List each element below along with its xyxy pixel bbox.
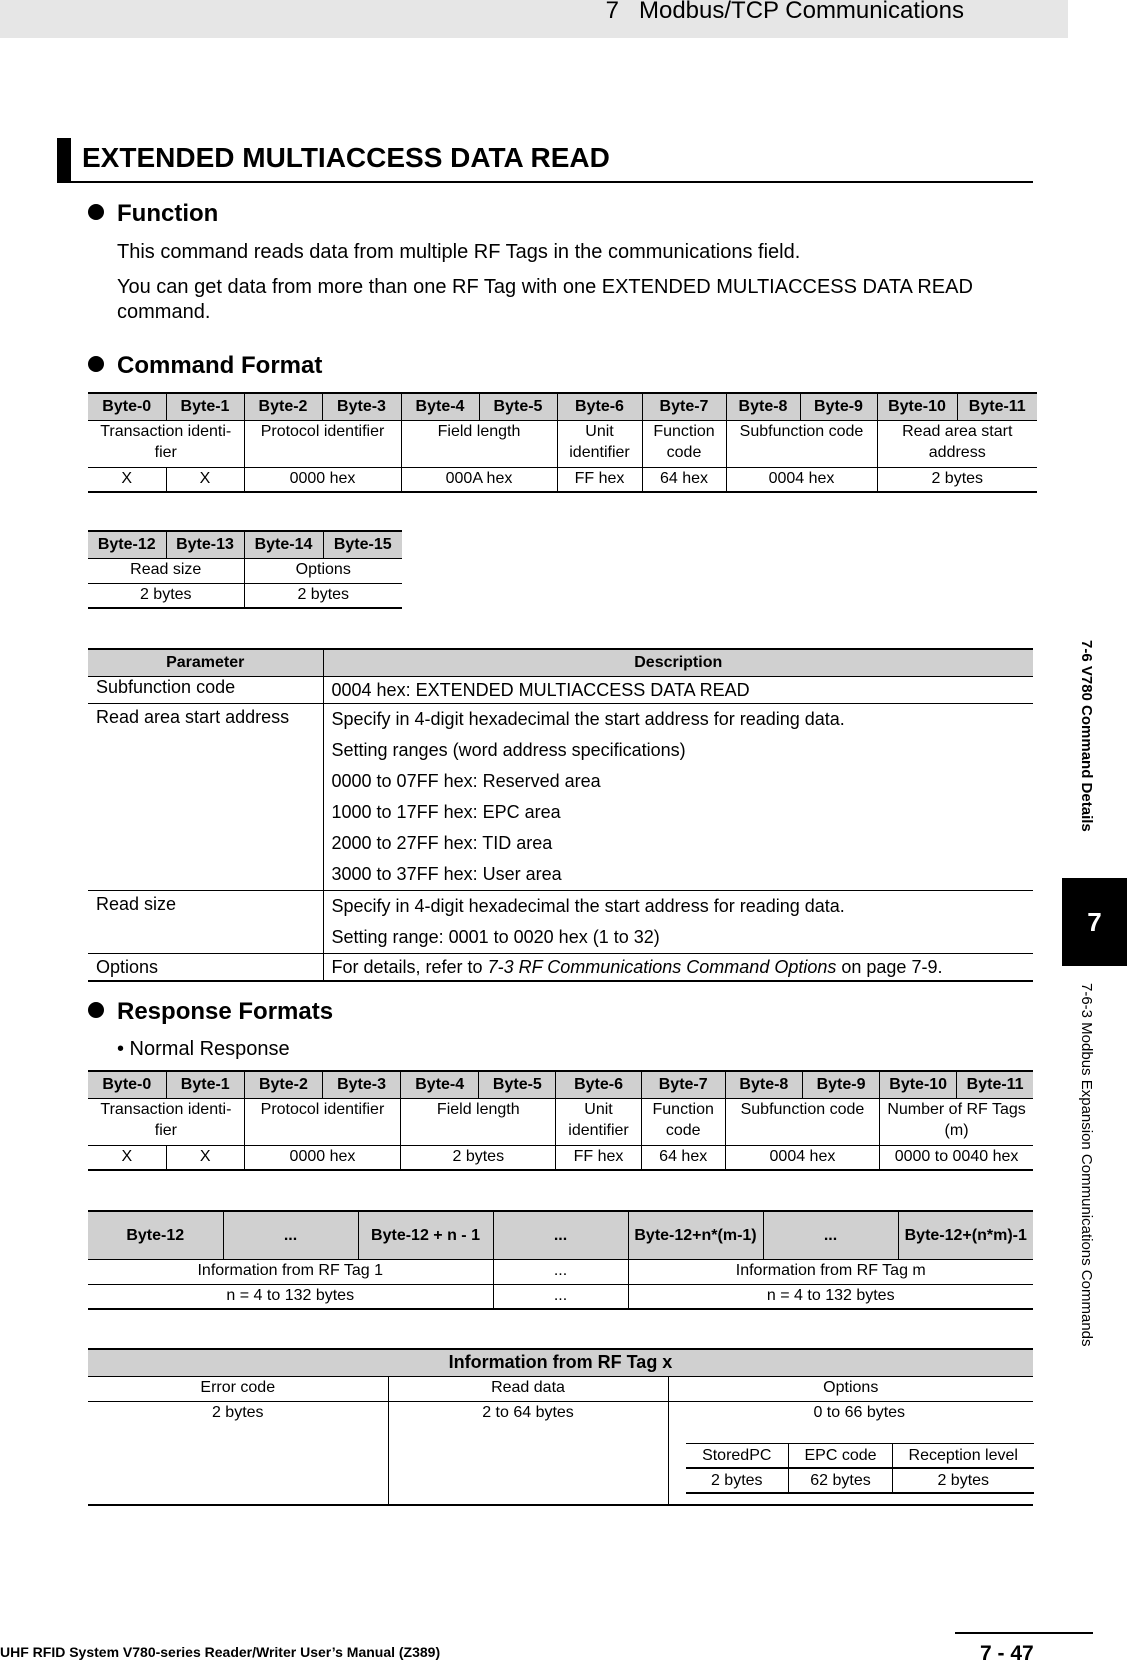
- field-value: 2 bytes: [88, 583, 244, 608]
- field-name: Subfunction code: [725, 1098, 879, 1145]
- field-name: Options: [668, 1376, 1033, 1401]
- byte-header: Byte-10: [877, 393, 957, 420]
- param-name: Read area start address: [88, 703, 323, 890]
- field-name: Number of RF Tags (m): [880, 1098, 1033, 1145]
- byte-header: Byte-13: [166, 531, 244, 558]
- desc-header: Description: [323, 649, 1033, 676]
- command-format-heading: Command Format: [88, 352, 322, 380]
- byte-header: Byte-8: [726, 393, 800, 420]
- field-name: Protocol identifier: [244, 1098, 400, 1145]
- field-name: Read size: [88, 558, 244, 583]
- sub-header: StoredPC: [686, 1443, 789, 1468]
- field-name: ...: [493, 1259, 628, 1284]
- field-value: 2 bytes: [244, 583, 402, 608]
- byte-header: ...: [493, 1211, 628, 1259]
- byte-header: Byte-0: [88, 393, 166, 420]
- byte-header: Byte-12 + n - 1: [358, 1211, 493, 1259]
- field-value: 0000 hex: [244, 1145, 400, 1170]
- byte-header: Byte-0: [88, 1071, 166, 1098]
- field-value: FF hex: [556, 1145, 641, 1170]
- field-value: 2 to 64 bytes: [388, 1401, 668, 1505]
- page-number: 7 - 47: [980, 1642, 1034, 1665]
- field-value: 0000 to 0040 hex: [880, 1145, 1033, 1170]
- cross-reference-link[interactable]: 7-3 RF Communications Command Options: [487, 956, 837, 977]
- command-format-table-2: [88, 530, 402, 609]
- field-name: Subfunction code: [726, 420, 877, 467]
- field-name: Read area start address: [877, 420, 1037, 467]
- chapter-tab: 7: [1062, 878, 1127, 966]
- param-name: Subfunction code: [88, 676, 323, 703]
- rf-tag-info-title: Information from RF Tag x: [88, 1349, 1033, 1376]
- byte-header: Byte-1: [166, 1071, 244, 1098]
- chapter-title: 7 Modbus/TCP Communications: [605, 0, 964, 24]
- sub-header: Reception level: [893, 1443, 1034, 1468]
- field-value: 64 hex: [641, 1145, 725, 1170]
- field-name: Transaction identi-fier: [88, 420, 244, 467]
- rf-tag-info-table: [88, 1348, 1033, 1506]
- response-table-2: [88, 1210, 1033, 1310]
- byte-header: Byte-11: [957, 1071, 1033, 1098]
- field-value: 0004 hex: [726, 467, 877, 492]
- normal-response-label: • Normal Response: [117, 1038, 290, 1060]
- header-bar: [0, 0, 1068, 38]
- field-name: Field length: [401, 420, 557, 467]
- sub-header: EPC code: [789, 1443, 893, 1468]
- command-format-table-1: [88, 392, 1037, 493]
- param-desc: Specify in 4-digit hexadecimal the start address for reading data. Setting range: 0001 to 0020 hex (1 to 32): [323, 890, 1033, 953]
- byte-header: Byte-8: [725, 1071, 802, 1098]
- function-heading: Function: [88, 200, 218, 228]
- byte-header: Byte-9: [800, 393, 877, 420]
- field-value: X: [166, 467, 244, 492]
- field-value: 000A hex: [401, 467, 557, 492]
- side-subsection-label: 7-6-3 Modbus Expansion Communications Commands: [1078, 983, 1095, 1347]
- response-formats-heading: Response Formats: [88, 998, 333, 1026]
- field-name: Options: [244, 558, 402, 583]
- byte-header: Byte-12+(n*m)-1: [898, 1211, 1033, 1259]
- bullet-dot-icon: [88, 204, 104, 220]
- function-para-2: You can get data from more than one RF Tag with one EXTENDED MULTIACCESS DATA READ command.: [117, 276, 973, 323]
- param-header: Parameter: [88, 649, 323, 676]
- parameter-table: [88, 648, 1033, 982]
- byte-header: Byte-6: [556, 1071, 641, 1098]
- field-value: X: [88, 1145, 166, 1170]
- field-name: Field length: [401, 1098, 556, 1145]
- field-name: Information from RF Tag 1: [88, 1259, 493, 1284]
- byte-header: Byte-12+n*(m-1): [628, 1211, 763, 1259]
- function-para-1: This command reads data from multiple RF Tags in the communications field.: [117, 241, 801, 263]
- param-desc: Specify in 4-digit hexadecimal the start address for reading data. Setting ranges (word address specifications) 0000 to 07FF hex: Reserved area 1000 to 17FF hex: EPC area 2000 to 27FF hex: TID area 3000 to 37FF hex: User area: [323, 703, 1033, 890]
- field-value: X: [166, 1145, 244, 1170]
- byte-header: Byte-5: [479, 1071, 556, 1098]
- field-name: Function code: [642, 420, 726, 467]
- byte-header: Byte-15: [323, 531, 402, 558]
- section-title: [57, 138, 1033, 183]
- field-value: n = 4 to 132 bytes: [628, 1284, 1033, 1309]
- section-title-text: EXTENDED MULTIACCESS DATA READ: [82, 142, 610, 173]
- field-name: Function code: [641, 1098, 725, 1145]
- field-value: 0000 hex: [244, 467, 401, 492]
- field-name: Information from RF Tag m: [628, 1259, 1033, 1284]
- field-value: 64 hex: [642, 467, 726, 492]
- byte-header: Byte-4: [401, 393, 479, 420]
- field-name: Unit identifier: [557, 420, 642, 467]
- byte-header: Byte-3: [322, 1071, 400, 1098]
- options-subtable: [686, 1443, 1034, 1494]
- field-value: ...: [493, 1284, 628, 1309]
- byte-header: Byte-12: [88, 531, 166, 558]
- field-value: 2 bytes: [877, 467, 1037, 492]
- options-cell: 0 to 66 bytes StoredPC EPC code Reception level 2 bytes 62 bytes 2 bytes: [668, 1401, 1033, 1505]
- byte-header: Byte-1: [166, 393, 244, 420]
- param-desc: For details, refer to 7-3 RF Communications Command Options on page 7-9.: [323, 953, 1033, 981]
- byte-header: Byte-4: [401, 1071, 479, 1098]
- byte-header: Byte-11: [957, 393, 1037, 420]
- byte-header: Byte-12: [88, 1211, 223, 1259]
- sub-value: 62 bytes: [789, 1468, 893, 1493]
- byte-header: Byte-7: [641, 1071, 725, 1098]
- field-value: 2 bytes: [88, 1401, 388, 1505]
- byte-header: Byte-3: [322, 393, 401, 420]
- response-table-1: [88, 1070, 1033, 1171]
- byte-header: Byte-7: [642, 393, 726, 420]
- param-desc: 0004 hex: EXTENDED MULTIACCESS DATA READ: [323, 676, 1033, 703]
- byte-header: Byte-10: [880, 1071, 957, 1098]
- bullet-dot-icon: [88, 356, 104, 372]
- byte-header: Byte-14: [244, 531, 323, 558]
- byte-header: Byte-6: [557, 393, 642, 420]
- field-value: n = 4 to 132 bytes: [88, 1284, 493, 1309]
- field-name: Unit identifier: [556, 1098, 641, 1145]
- sub-value: 2 bytes: [893, 1468, 1034, 1493]
- side-section-label: 7-6 V780 Command Details: [1078, 640, 1095, 832]
- byte-header: Byte-2: [244, 393, 322, 420]
- param-name: Options: [88, 953, 323, 981]
- param-name: Read size: [88, 890, 323, 953]
- field-name: Transaction identi-fier: [88, 1098, 244, 1145]
- footer-divider: [955, 1632, 1093, 1634]
- sub-value: 2 bytes: [686, 1468, 789, 1493]
- byte-header: Byte-2: [244, 1071, 322, 1098]
- field-name: Error code: [88, 1376, 388, 1401]
- field-value: FF hex: [557, 467, 642, 492]
- byte-header: Byte-5: [479, 393, 557, 420]
- byte-header: ...: [763, 1211, 898, 1259]
- byte-header: ...: [223, 1211, 358, 1259]
- byte-header: Byte-9: [802, 1071, 879, 1098]
- field-value: 0004 hex: [725, 1145, 879, 1170]
- footer-manual-title: UHF RFID System V780-series Reader/Writer User’s Manual (Z389): [0, 1644, 441, 1660]
- field-name: Read data: [388, 1376, 668, 1401]
- field-value: X: [88, 467, 166, 492]
- field-name: Protocol identifier: [244, 420, 401, 467]
- field-value: 2 bytes: [401, 1145, 556, 1170]
- bullet-dot-icon: [88, 1002, 104, 1018]
